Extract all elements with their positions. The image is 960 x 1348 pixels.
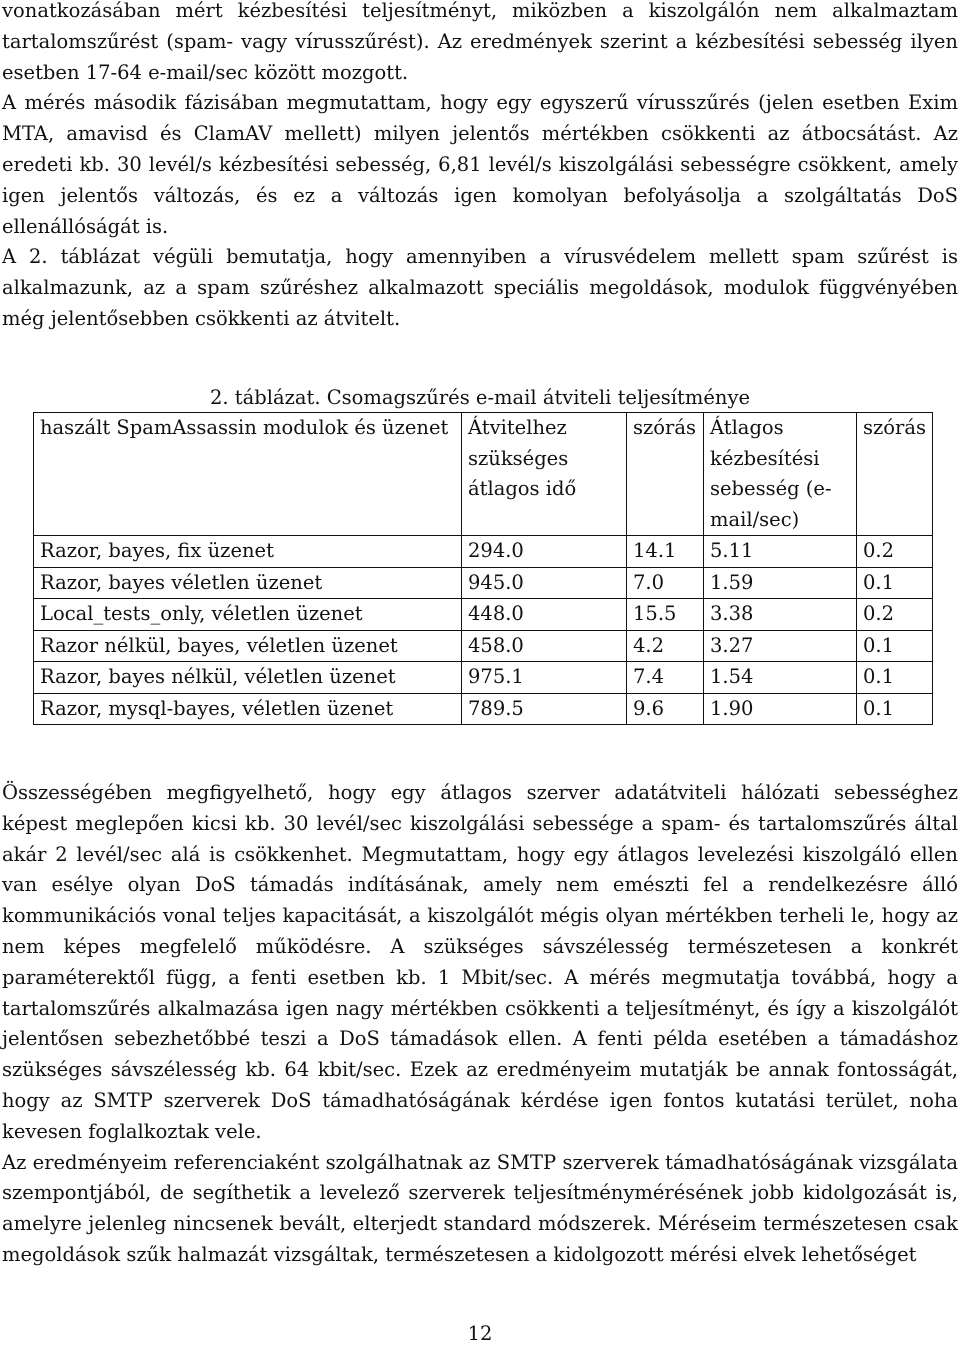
- table-row: [34, 693, 933, 725]
- page-number: 12: [467, 1322, 493, 1345]
- paragraph: A mérés második fázisában megmutattam, hogy egy egyszerű vírusszűrés (jelen esetben Exim MTA, amavisd és ClamAV mellett) milyen jelentős mértékben csökkenti az átbocsátást. Az eredeti kb. 30 levél/s kézbesítési sebesség, 6,81 levél/s kiszolgálási sebességre csökkent, amely igen jelentős változás, és ez a változás igen komolyan befolyásolja a szolgáltatás DoS ellenállóságát is.: [2, 91, 958, 238]
- table-cell: Razor, bayes nélkül, véletlen üzenet: [34, 662, 462, 694]
- table-cell: 7.0: [627, 567, 704, 599]
- table-row: [34, 599, 933, 631]
- table-cell: 294.0: [462, 536, 627, 568]
- table-cell: Razor, mysql-bayes, véletlen üzenet: [34, 693, 462, 725]
- table-cell: Razor, bayes, fix üzenet: [34, 536, 462, 568]
- paragraph: vonatkozásában mért kézbesítési teljesítményt, miközben a kiszolgálón nem alkalmaztam tartalomszűrést (spam- vagy vírusszűrést). Az eredmények szerint a kézbesítési sebesség ilyen esetben 17-64 e-mail/sec között mozgott.: [2, 0, 958, 84]
- table-cell: Razor, bayes véletlen üzenet: [34, 567, 462, 599]
- table-cell: 3.27: [704, 630, 857, 662]
- table-cell: 0.2: [857, 599, 933, 631]
- header-cell: szórás: [857, 413, 933, 536]
- table-cell: 14.1: [627, 536, 704, 568]
- table-cell: 0.1: [857, 662, 933, 694]
- table-cell: Razor nélkül, bayes, véletlen üzenet: [34, 630, 462, 662]
- paragraphs-after: [2, 778, 958, 1271]
- table-header-row: [34, 413, 933, 536]
- table-cell: 0.1: [857, 693, 933, 725]
- paragraph: Összességében megfigyelhető, hogy egy átlagos szerver adatátviteli hálózati sebességhez képest meglepően kicsi kb. 30 levél/sec kiszolgálási sebessége a spam- és tartalomszűrés által akár 2 levél/sec alá is csökkenhet. Megmutattam, hogy egy átlagos levelezési kiszolgáló ellen van esélye olyan DoS támadás indításának, amely nem emészti fel a rendelkezésre álló kommunikációs vonal teljes kapacitását, a kiszolgálót mégis olyan mértékben terheli le, hogy az nem képes megfelelő működésre. A szükséges sávszélesség természetesen a konkrét paraméterektől függ, a fenti esetben kb. 1 Mbit/sec. A mérés megmutatja továbbá, hogy a tartalomszűrés alkalmazása igen nagy mértékben csökkenti a teljesítményt, és így a kiszolgálót jelentősen sebezhetőbbé teszi a DoS támadások ellen. A fenti példa esetében a támadáshoz szükséges sávszélesség kb. 64 kbit/sec. Ezek az eredményeim mutatják be annak fontosságát, hogy az SMTP szerverek DoS támadhatóságának kérdése igen fontos kutatási terület, noha kevesen foglalkoztak vele.: [2, 781, 958, 1143]
- table-cell: 3.38: [704, 599, 857, 631]
- header-cell: szórás: [627, 413, 704, 536]
- table-cell: 7.4: [627, 662, 704, 694]
- header-cell: haszált SpamAssassin modulok és üzenet: [34, 413, 462, 536]
- header-cell: Átlagos kézbesítési sebesség (e-mail/sec): [704, 413, 857, 536]
- header-cell: Átvitelhez szükséges átlagos idő: [462, 413, 627, 536]
- table-row: [34, 662, 933, 694]
- document-page: [2, 0, 958, 1345]
- table-cell: 458.0: [462, 630, 627, 662]
- table-caption: 2. táblázat. Csomagszűrés e-mail átviteli teljesítménye: [209, 386, 751, 409]
- table-cell: 975.1: [462, 662, 627, 694]
- table-cell: 448.0: [462, 599, 627, 631]
- table-cell: 789.5: [462, 693, 627, 725]
- table-row: [34, 567, 933, 599]
- table-cell: 1.59: [704, 567, 857, 599]
- table-cell: 5.11: [704, 536, 857, 568]
- paragraph: Az eredményeim referenciaként szolgálhatnak az SMTP szerverek támadhatóságának vizsgálata szempontjából, de segíthetik a levelező szerverek teljesítménymérésének jobb kidolgozását is, amelyre jelenleg nincsenek bevált, elterjedt standard módszerek. Méréseim természetesen csak megoldások szűk halmazát vizsgáltak, természetesen a kidolgozott mérési elvek lehetőséget: [2, 1150, 958, 1266]
- results-table: [33, 412, 933, 725]
- table-cell: 945.0: [462, 567, 627, 599]
- table-cell: 1.54: [704, 662, 857, 694]
- paragraph: A 2. táblázat végüli bemutatja, hogy amennyiben a vírusvédelem mellett spam szűrést is alkalmazunk, az a spam szűréshez alkalmazott speciális megoldások, modulok függvényében még jelentősebben csökkenti az átvitelt.: [2, 245, 958, 330]
- table-cell: 4.2: [627, 630, 704, 662]
- table-cell: 9.6: [627, 693, 704, 725]
- table-cell: 0.1: [857, 567, 933, 599]
- table-cell: 0.1: [857, 630, 933, 662]
- table-cell: Local_tests_only, véletlen üzenet: [34, 599, 462, 631]
- table-row: [34, 630, 933, 662]
- table-cell: 15.5: [627, 599, 704, 631]
- table-row: [34, 536, 933, 568]
- table-cell: 0.2: [857, 536, 933, 568]
- paragraphs-before: [2, 0, 958, 335]
- table-cell: 1.90: [704, 693, 857, 725]
